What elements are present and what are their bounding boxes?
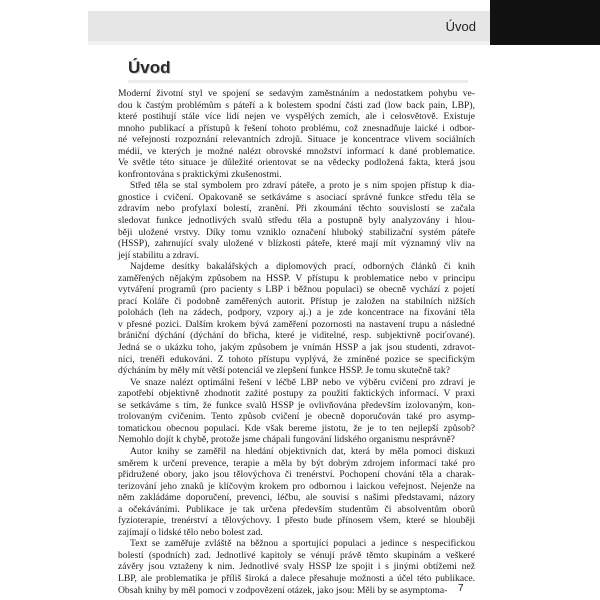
text-line: Ve světle této situace je důležité orientovat se na vědecky podložená fakta, která jsou <box>118 157 475 169</box>
text-line: polohách (leh na zádech, podpory, vzpory aj.) a je zde koncentrace na fixování těla <box>118 307 475 319</box>
text-line: Moderní životní styl ve spojení se sedavým zaměstnáním a nedostatkem pohybu ve- <box>118 88 475 99</box>
running-header-title: Úvod <box>445 19 476 34</box>
text-line: v přesné pozici. Dalším krokem bývá zaměření pozornosti na nastavení trupu a následné <box>118 318 475 330</box>
text-line: závěry jsou vztaženy k nim. Jednotlivé svaly HSSP lze spojit i s jinými obtížemi než <box>118 561 475 573</box>
chapter-thumb-tab <box>490 0 600 45</box>
body-text <box>118 88 475 596</box>
text-line: Ve snaze nalézt optimální řešení v léčbě LBP nebo ve výběru cvičení pro zdraví je <box>130 376 475 388</box>
text-line: prací Koláře či podobně zaměřených autorit. Přístup je založen na stabilních nižších <box>118 295 475 307</box>
page-number: 7 <box>458 583 464 594</box>
text-line: fyzioterapie, trenérství a tělovýchovy. I přesto bude přínosem všem, které se hlouběji <box>118 515 475 527</box>
text-line: něm zakládáme doporučení, prevenci, léčbu, ale souvisí s našimi představami, názory <box>118 492 475 504</box>
chapter-title: Úvod <box>128 58 171 77</box>
header-rule <box>88 41 490 45</box>
text-line: mnoho publikací a přístupů k řešení tohoto problému, což znesnadňuje laické i odbor- <box>118 122 475 134</box>
text-line: tomatickou obecnou populaci. Kde však bereme jistotu, že je to ten nejlepší způsob? <box>118 422 475 434</box>
text-line: gnostice i cvičení. Opakovaně se setkáváme s asociací správné funkce středu těla se <box>118 191 475 203</box>
paragraph <box>118 261 475 376</box>
text-line: zaměřených nějakým způsobem na HSSP. V přístupu k problematice nebo v principu <box>118 272 475 284</box>
text-line: konfrontována s praktickými zkušenostmi. <box>118 168 282 180</box>
text-line: níci, trenéři edukováni. Z tohoto přístupu vyplývá, že zmíněné pozice se specifickým <box>118 353 475 365</box>
text-line: médií, ve kterých je možné nalézt obrovské množství informací k dané problematice. <box>118 145 475 157</box>
running-header <box>88 11 490 41</box>
paragraph <box>118 88 475 180</box>
text-line: Střed těla se stal symbolem pro zdraví páteře, a proto je s ním spojen přístup k dia- <box>130 180 475 192</box>
text-line: Nemohlo dojít k chybě, protože jsme chápali fungování lidského organismu nesprávně? <box>118 434 455 446</box>
text-line: LBP, ale problematika je příliš široká a dalece přesahuje možnosti a účel této publikace. <box>118 572 475 584</box>
text-line: brániční dýchání (dýchání do břicha, které je viditelné, resp. subjektivně pociťované). <box>118 330 475 342</box>
text-line: Autor knihy se zaměřil na hledání objektivních dat, která by měla pomoci diskuzi <box>130 445 475 457</box>
text-line: dou k častým problémům s páteří a k bolestem spodní části zad (low back pain, LBP), <box>118 99 475 111</box>
text-line: Jedná se o ukázku toho, jakým způsobem je vnímán HSSP a jak jsou studenti, zdravot- <box>118 342 475 354</box>
text-line: a očekáváními. Publikace je tak určena především studentům či absolventům oborů <box>118 503 475 515</box>
text-line: které postihují stále více lidí nejen ve vyspělých zemích, ale i celosvětově. Existuje <box>118 111 475 123</box>
title-underline <box>128 80 468 83</box>
paragraph <box>118 538 475 596</box>
text-line: její stabilitu a zdraví. <box>118 249 199 261</box>
text-line: (HSSP), zahrnující svaly uložené v blízkosti páteře, které mají mít významný vliv na <box>118 238 475 250</box>
text-line: sledovat funkce jednotlivých svalů středu těla a postupně byly analyzovány i hlou- <box>118 215 475 227</box>
text-line: né veřejnosti rozpoznání relevantních zdrojů. Situace je koncentrace vlivem sociálních <box>118 134 475 146</box>
text-line: běji uložené vrstvy. Díky tomu vzniklo označení hluboký stabilizační systém páteře <box>118 226 475 238</box>
text-line: Text se zaměřuje zvláště na běžnou a sportující populaci a jedince s nespecifickou <box>130 538 475 550</box>
text-line: bolestí (spodních) zad. Jednotlivé kapitoly se vénují právě těmto skupinám a veškeré <box>118 549 475 561</box>
text-line: trolovaným cvičením. Tento způsob cvičení je obecně doporučován také pro asymp- <box>118 411 475 423</box>
text-line: se setkáváme s tím, že funkce svalů HSSP je ovlivňována především izolovaným, kon- <box>118 399 475 411</box>
paragraph <box>118 377 475 446</box>
text-line: Najdeme desítky bakalářských a diplomových prací, odborných článků či knih <box>130 261 475 273</box>
text-line: Obsah knihy by měl pomoci v zodpovězení otázek, jako jsou: Měli by se asymptoma- <box>118 584 448 596</box>
text-line: vytváření programů (pro pacienty s LBP i běžnou populaci) se obecně vychází z pojetí <box>118 284 475 296</box>
paragraph <box>118 446 475 538</box>
text-line: terizování jeho znaků je klíčovým krokem pro odbornou i laickou veřejnost. Nejenže na <box>118 480 475 492</box>
text-line: zajímají o lidské tělo nebo bolest zad. <box>118 526 263 538</box>
text-line: přidružené obory, jako jsou tělovýchova či trenérství. Pochopení chování těla a charak- <box>118 469 475 481</box>
text-line: zdravím nebo profylaxí bolestí, zranění. Při zkoumání těchto souvislostí se začala <box>118 203 475 215</box>
paragraph <box>118 180 475 261</box>
text-line: dýcháním by měly mít větší potenciál ve zlepšení funkce HSSP. Je tomu skutečně tak? <box>118 365 450 377</box>
text-line: směrem k určení prevence, terapie a měla by být dobrým zdrojem informací také pro <box>118 457 475 469</box>
text-line: zapotřebí objektivně zhodnotit zažité postupy za použití faktických informací. V praxi <box>118 388 475 400</box>
